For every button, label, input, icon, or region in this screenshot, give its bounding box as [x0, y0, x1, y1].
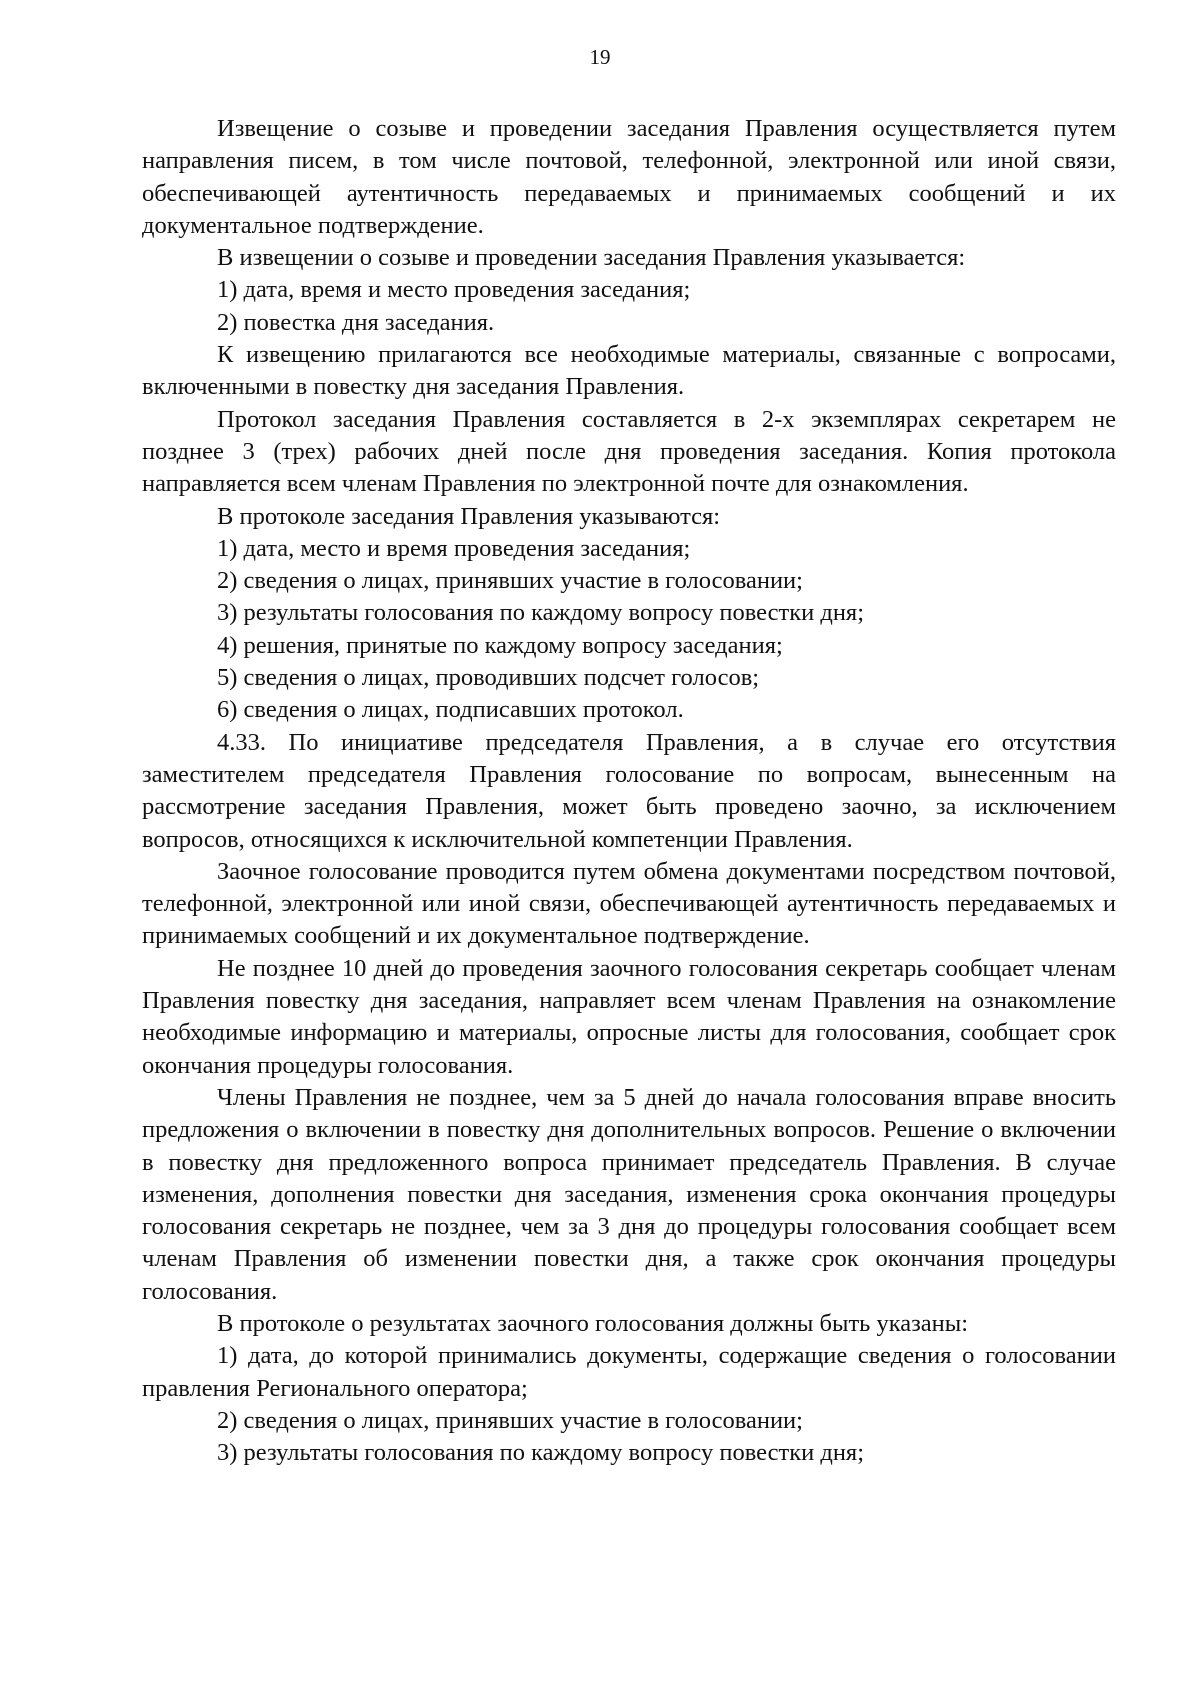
section-paragraph: 4.33. По инициативе председателя Правления, а в случае его отсутствия заместителем председателя Правления голосование по вопросам, вынесенным на рассмотрение заседания Правления, может быть проведено заочно, за исключением вопросов, относящихся к исключительной компетенции Правления.: [142, 728, 1116, 853]
paragraph: Члены Правления не позднее, чем за 5 дней до начала голосования вправе вносить предложения о включении в повестку дня дополнительных вопросов. Решение о включении в повестку дня предложенного вопроса принимает председатель Правления. В случае изменения, дополнения повестки дня заседания, изменения срока окончания процедуры голосования секретарь не позднее, чем за 3 дня до процедуры голосования сообщает всем членам Правления об изменении повестки дня, а также срок окончания процедуры голосования.: [142, 1083, 1116, 1305]
document-body: [142, 113, 1116, 1469]
list-item: 5) сведения о лицах, проводивших подсчет голосов;: [217, 664, 760, 692]
list-item: 6) сведения о лицах, подписавших протокол.: [217, 696, 684, 724]
list-item: 3) результаты голосования по каждому вопросу повестки дня;: [217, 599, 865, 627]
paragraph: В извещении о созыве и проведении заседания Правления указывается:: [217, 244, 966, 272]
list-item: 2) сведения о лицах, принявших участие в голосовании;: [217, 567, 803, 595]
list-item: 2) сведения о лицах, принявших участие в голосовании;: [217, 1406, 803, 1434]
list-item: 3) результаты голосования по каждому вопросу повестки дня;: [217, 1439, 865, 1467]
list-item: 4) решения, принятые по каждому вопросу заседания;: [217, 631, 783, 659]
page-number: 19: [589, 45, 611, 69]
paragraph: Заочное голосование проводится путем обмена документами посредством почтовой, телефонной, электронной или иной связи, обеспечивающей аутентичность передаваемых и принимаемых сообщений и их документальное подтверждение.: [142, 857, 1116, 950]
paragraph: Протокол заседания Правления составляется в 2-х экземплярах секретарем не позднее 3 (трех) рабочих дней после дня проведения заседания. Копия протокола направляется всем членам Правления по электронной почте для ознакомления.: [142, 405, 1116, 498]
list-item: 1) дата, до которой принимались документы, содержащие сведения о голосовании правления Регионального оператора;: [142, 1342, 1116, 1402]
list-item: 1) дата, место и время проведения заседания;: [217, 534, 691, 562]
paragraph: В протоколе заседания Правления указываются:: [217, 502, 721, 530]
paragraph: К извещению прилагаются все необходимые материалы, связанные с вопросами, включенными в повестку дня заседания Правления.: [142, 341, 1116, 401]
list-item: 1) дата, время и место проведения заседания;: [217, 276, 691, 304]
paragraph: В протоколе о результатах заочного голосования должны быть указаны:: [217, 1309, 969, 1337]
paragraph: Не позднее 10 дней до проведения заочного голосования секретарь сообщает членам Правления повестку дня заседания, направляет всем членам Правления на ознакомление необходимые информацию и материалы, опросные листы для голосования, сообщает срок окончания процедуры голосования.: [142, 954, 1116, 1079]
paragraph: Извещение о созыве и проведении заседания Правления осуществляется путем направления писем, в том числе почтовой, телефонной, электронной или иной связи, обеспечивающей аутентичность передаваемых и принимаемых сообщений и их документальное подтверждение.: [142, 115, 1116, 239]
list-item: 2) повестка дня заседания.: [217, 308, 495, 336]
